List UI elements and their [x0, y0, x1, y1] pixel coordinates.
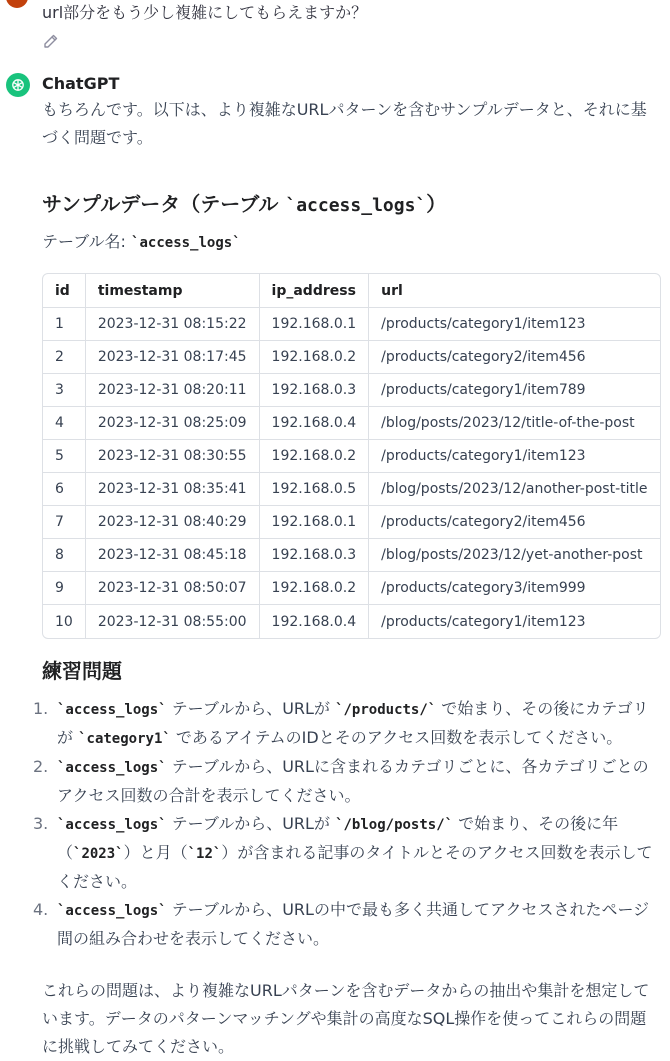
- table-cell: 6: [43, 473, 86, 506]
- table-row: [43, 308, 660, 341]
- table-cell: 1: [43, 308, 86, 341]
- table-row: [43, 440, 660, 473]
- assistant-message: [33, 96, 658, 1061]
- table-row: [43, 473, 660, 506]
- inline-code: `12`: [187, 846, 222, 862]
- question-item: [33, 753, 658, 810]
- table-cell: /products/category1/item123: [381, 613, 586, 630]
- question-text: テーブルから、URLの中で最も多く共通してアクセスされたページ間の組み合わせを表示してください。: [57, 900, 650, 948]
- table-row: [43, 374, 660, 407]
- table-row: [43, 539, 660, 572]
- access-logs-table: [42, 273, 661, 639]
- table-name-line: テーブル名: `access_logs`: [42, 232, 241, 251]
- question-number: 2.: [33, 757, 49, 776]
- table-header-row: [43, 274, 660, 308]
- table-cell: 192.168.0.1: [260, 506, 370, 539]
- question-text: テーブルから、URLに含まれるカテゴリごとに、各カテゴリごとのアクセス回数の合計を表示してください。: [57, 757, 649, 805]
- table-cell: 2023-12-31 08:25:09: [86, 407, 260, 440]
- table-cell: 2023-12-31 08:17:45: [86, 341, 260, 374]
- table-cell: 2023-12-31 08:40:29: [86, 506, 260, 539]
- table-cell: 2023-12-31 08:20:11: [86, 374, 260, 407]
- table-cell: 10: [43, 605, 86, 638]
- question-text: で始まり、その後にカテゴリが: [57, 699, 649, 747]
- table-cell: 192.168.0.3: [260, 374, 370, 407]
- table-cell: 3: [43, 374, 86, 407]
- sample-data-heading: サンプルデータ（テーブル `access_logs`）: [42, 192, 447, 216]
- table-cell: /products/category2/item456: [369, 341, 659, 374]
- table-cell: 2023-12-31 08:55:00: [86, 605, 260, 638]
- question-text: であるアイテムのIDとそのアクセス回数を表示してください。: [170, 728, 623, 747]
- table-cell: 2: [43, 341, 86, 374]
- question-number: 4.: [33, 900, 49, 919]
- question-text: テーブルから、URLが: [166, 699, 336, 718]
- inline-code: `access_logs`: [57, 702, 167, 718]
- inline-code: `/blog/posts/`: [335, 817, 454, 833]
- user-avatar: [6, 0, 28, 8]
- table-cell: 8: [43, 539, 86, 572]
- table-row: [43, 605, 660, 638]
- exercises-heading: 練習問題: [42, 659, 122, 683]
- question-text: で始まり、その後に年（: [57, 814, 619, 862]
- table-cell: 192.168.0.2: [260, 440, 370, 473]
- table-cell: /products/category3/item999: [369, 572, 659, 605]
- table-cell: 192.168.0.4: [260, 605, 370, 638]
- table-cell: /products/category1/item789: [369, 374, 659, 407]
- table-cell: 192.168.0.5: [260, 473, 370, 506]
- table-cell: 4: [43, 407, 86, 440]
- question-list: [33, 695, 658, 953]
- question-item: [33, 896, 658, 953]
- question-item: [33, 810, 658, 896]
- table-cell: /products/category1/item123: [369, 440, 659, 473]
- inline-code: `category1`: [78, 731, 171, 747]
- intro-paragraph: もちろんです。以下は、より複雑なURLパターンを含むサンプルデータと、それに基づく問題です。: [42, 100, 647, 147]
- table-cell: 2023-12-31 08:15:22: [86, 308, 260, 341]
- table-cell: /blog/posts/2023/12/another-post-title: [369, 473, 659, 506]
- question-text: ）が含まれる記事のタイトルとそのアクセス回数を表示してください。: [57, 843, 653, 891]
- user-message-text: url部分をもう少し複雑にしてもらえますか？: [42, 3, 368, 22]
- question-text: テーブルから、URLが: [166, 814, 336, 833]
- table-cell: 2023-12-31 08:50:07: [86, 572, 260, 605]
- table-row: [43, 341, 660, 374]
- question-number: 1.: [33, 699, 49, 718]
- question-text: ）と月（: [123, 843, 188, 862]
- table-cell: 9: [43, 572, 86, 605]
- inline-code: `2023`: [73, 846, 124, 862]
- inline-code: `access_logs`: [57, 760, 167, 776]
- table-cell: 2023-12-31 08:30:55: [86, 440, 260, 473]
- column-header: timestamp: [86, 274, 260, 308]
- table-cell: 192.168.0.3: [260, 539, 370, 572]
- assistant-name: ChatGPT: [42, 74, 120, 93]
- column-header: ip_address: [260, 274, 370, 308]
- table-cell: /blog/posts/2023/12/title-of-the-post: [369, 407, 659, 440]
- table-row: [43, 407, 660, 440]
- table-cell: 192.168.0.2: [260, 341, 370, 374]
- table-cell: 7: [43, 506, 86, 539]
- closing-paragraph: これらの問題は、より複雑なURLパターンを含むデータからの抽出や集計を想定しています。データのパターンマッチングや集計の高度なSQL操作を使ってこれらの問題に挑戦してみてください。: [42, 981, 650, 1056]
- inline-code: `access_logs`: [57, 903, 167, 919]
- table-cell: 192.168.0.1: [260, 308, 370, 341]
- question-number: 3.: [33, 814, 49, 833]
- table-row: [43, 506, 660, 539]
- table-row: [43, 572, 660, 605]
- table-cell: /products/category2/item456: [369, 506, 659, 539]
- table-cell: 5: [43, 440, 86, 473]
- inline-code: `access_logs`: [57, 817, 167, 833]
- column-header: url: [369, 274, 659, 308]
- question-item: [33, 695, 658, 753]
- table-cell: 2023-12-31 08:35:41: [86, 473, 260, 506]
- table-cell: /blog/posts/2023/12/yet-another-post: [369, 539, 659, 572]
- openai-logo-icon: [6, 73, 30, 97]
- pencil-icon[interactable]: [42, 32, 60, 50]
- table-cell: 2023-12-31 08:45:18: [86, 539, 260, 572]
- table-cell: /products/category1/item123: [369, 308, 659, 341]
- column-header: id: [43, 274, 86, 308]
- inline-code: `/products/`: [335, 702, 437, 718]
- table-cell: 192.168.0.2: [260, 572, 370, 605]
- table-cell: 192.168.0.4: [260, 407, 370, 440]
